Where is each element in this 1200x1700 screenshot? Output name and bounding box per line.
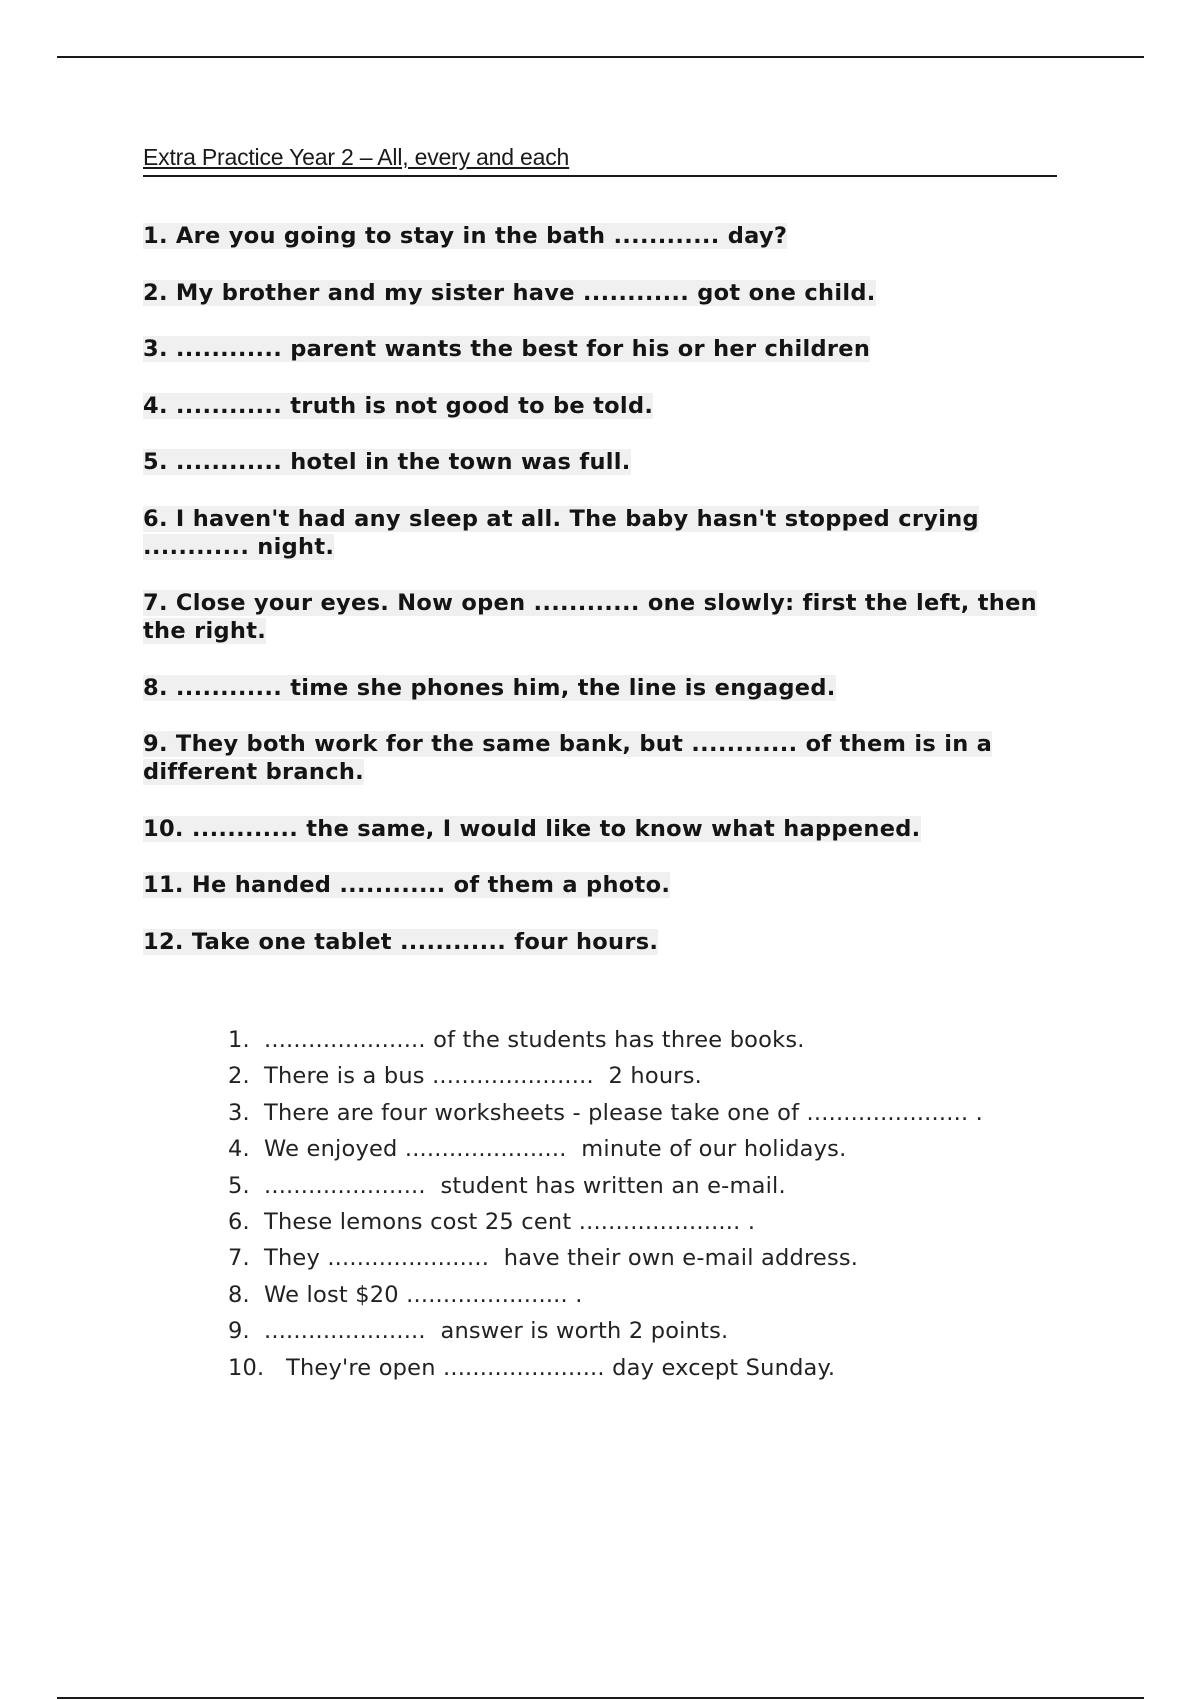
question-text: 9. They both work for the same bank, but ............ of them is in a different branch. [143,731,993,785]
exercise-item [228,1022,1128,1058]
exercise-text: There is a bus ...................... 2 hours. [264,1063,703,1090]
question-text: 7. Close your eyes. Now open ............ one slowly: first the left, then the right. [143,590,1037,644]
exercise-text: ...................... of the students has three books. [264,1027,805,1053]
exercise-number: 2. [228,1063,250,1090]
exercise-text: ...................... answer is worth 2 points. [264,1318,729,1345]
question-text: 5. ............ hotel in the town was full. [143,449,631,475]
question-item [143,730,1048,786]
footer-rule [57,1697,1144,1699]
exercise-number: 8. [228,1281,250,1308]
exercise-text: We lost $20 ...................... . [264,1281,583,1308]
exercise-item [228,1204,1128,1240]
question-text: 12. Take one tablet ............ four hours. [143,928,659,955]
question-text: 2. My brother and my sister have ............ got one child. [143,279,876,306]
question-item [143,674,1048,702]
question-item [143,222,1048,250]
exercise-item [228,1131,1128,1167]
header-rule [57,56,1144,58]
exercise-item [228,1313,1128,1349]
exercise-item [228,1168,1128,1204]
exercise-number: 9. [228,1318,250,1345]
exercise-text: They ...................... have their own e-mail address. [264,1245,859,1272]
exercise-item [228,1058,1128,1094]
exercise-list [228,1022,1128,1386]
question-text: 1. Are you going to stay in the bath ............ day? [143,223,788,249]
question-item [143,505,1048,561]
question-item [143,279,1048,307]
page-title: Extra Practice Year 2 – All, every and each [143,144,570,170]
exercise-item [228,1277,1128,1313]
exercise-number: 3. [228,1099,250,1126]
exercise-text: There are four worksheets - please take one of ...................... . [264,1099,983,1126]
question-item [143,448,1048,476]
exercise-item [228,1350,1128,1386]
question-list [143,222,1048,984]
exercise-number: 7. [228,1245,250,1272]
exercise-text: ...................... student has written an e-mail. [264,1172,786,1199]
exercise-item [228,1095,1128,1131]
title-block [143,144,1057,177]
question-text: 10. ............ the same, I would like to know what happened. [143,815,921,842]
exercise-number: 4. [228,1136,250,1163]
question-text: 4. ............ truth is not good to be told. [143,392,654,419]
exercise-number: 10. [228,1354,265,1381]
exercise-text: These lemons cost 25 cent ...................... . [264,1209,756,1236]
exercise-number: 6. [228,1209,250,1236]
exercise-number: 5. [228,1172,250,1199]
question-text: 8. ............ time she phones him, the line is engaged. [143,674,836,701]
exercise-text: They're open ...................... day except Sunday. [286,1354,836,1381]
question-item [143,589,1048,645]
question-item [143,392,1048,420]
question-text: 3. ............ parent wants the best for his or her children [143,336,871,362]
question-item [143,871,1048,899]
question-text: 11. He handed ............ of them a photo. [143,872,671,898]
exercise-item [228,1240,1128,1276]
question-item [143,815,1048,843]
question-text: 6. I haven't had any sleep at all. The baby hasn't stopped crying ............ night. [143,505,979,560]
exercise-text: We enjoyed ...................... minute of our holidays. [264,1136,847,1163]
exercise-number: 1. [228,1027,250,1053]
question-item [143,335,1048,363]
question-item [143,928,1048,956]
